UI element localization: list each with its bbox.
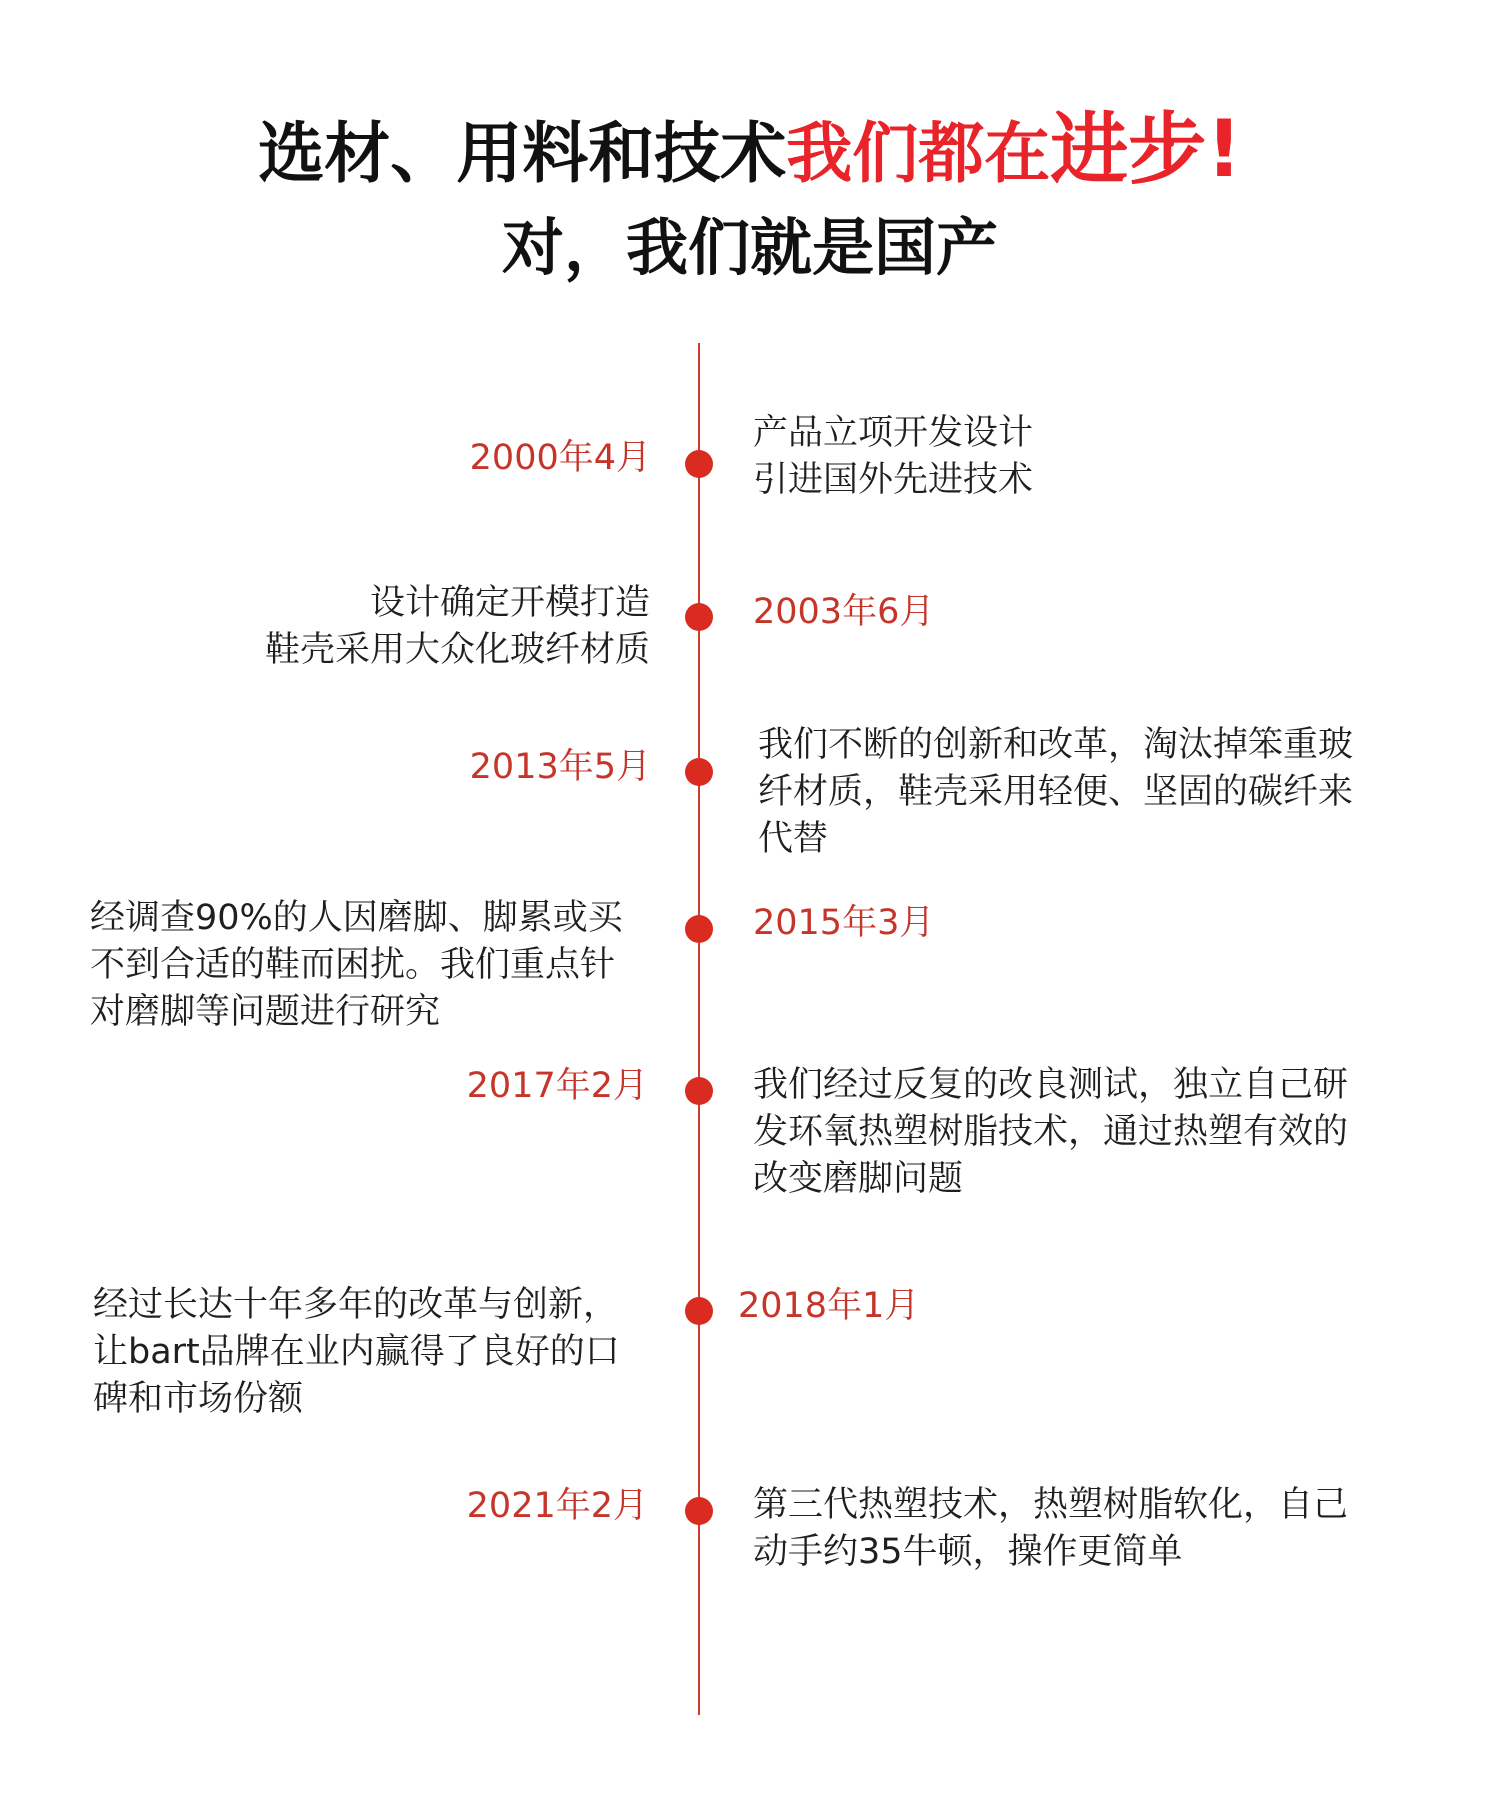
timeline-date: 2018年1月 bbox=[738, 1286, 920, 1326]
title-red-part: 我们都在 bbox=[786, 115, 1051, 192]
timeline-description bbox=[753, 410, 1033, 504]
description-line: 对磨脚等问题进行研究 bbox=[90, 992, 441, 1032]
timeline-date: 2013年5月 bbox=[469, 747, 651, 787]
description-line: 我们不断的创新和改革，淘汰掉笨重玻 bbox=[758, 725, 1354, 765]
description-line: 让bart品牌在业内赢得了良好的口 bbox=[93, 1332, 620, 1372]
timeline-date: 2003年6月 bbox=[753, 592, 935, 632]
timeline-date: 2021年2月 bbox=[466, 1486, 648, 1526]
description-line: 碑和市场份额 bbox=[93, 1379, 304, 1419]
timeline-date: 2017年2月 bbox=[466, 1066, 648, 1106]
description-line: 引进国外先进技术 bbox=[753, 460, 1034, 500]
description-line: 我们经过反复的改良测试，独立自己研 bbox=[753, 1065, 1349, 1105]
description-line: 代替 bbox=[758, 819, 829, 859]
timeline-dot bbox=[685, 603, 713, 631]
description-line: 经过长达十年多年的改革与创新， bbox=[93, 1285, 619, 1325]
timeline-dot bbox=[685, 915, 713, 943]
description-line: 产品立项开发设计 bbox=[753, 413, 1034, 453]
description-line: 不到合适的鞋而困扰。我们重点针 bbox=[90, 945, 616, 985]
timeline-date: 2000年4月 bbox=[469, 438, 651, 478]
timeline-dot bbox=[685, 450, 713, 478]
timeline-dot bbox=[685, 1077, 713, 1105]
title-red-emphasis: 进步! bbox=[1050, 105, 1242, 195]
timeline-description bbox=[753, 1062, 1348, 1203]
timeline-description bbox=[758, 722, 1353, 863]
description-line: 动手约35牛顿，操作更简单 bbox=[753, 1532, 1183, 1572]
description-line: 经调查90%的人因磨脚、脚累或买 bbox=[90, 898, 623, 938]
description-line: 改变磨脚问题 bbox=[753, 1159, 964, 1199]
description-line: 纤材质，鞋壳采用轻便、坚固的碳纤来 bbox=[758, 772, 1354, 812]
description-line: 鞋壳采用大众化玻纤材质 bbox=[264, 630, 650, 670]
timeline-date: 2015年3月 bbox=[753, 903, 935, 943]
timeline-description bbox=[90, 895, 623, 1036]
page-title bbox=[0, 100, 1500, 204]
timeline-dot bbox=[685, 758, 713, 786]
title-black-part: 选材、用料和技术 bbox=[258, 115, 787, 192]
page-subtitle: 对，我们就是国产 bbox=[501, 211, 998, 284]
timeline-description bbox=[753, 1482, 1348, 1576]
description-line: 发环氧热塑树脂技术，通过热塑有效的 bbox=[753, 1112, 1349, 1152]
description-line: 第三代热塑技术，热塑树脂软化，自己 bbox=[753, 1485, 1349, 1525]
description-line: 设计确定开模打造 bbox=[369, 583, 650, 623]
timeline-dot bbox=[685, 1497, 713, 1525]
timeline-dot bbox=[685, 1297, 713, 1325]
timeline-description bbox=[265, 580, 650, 674]
timeline-description bbox=[93, 1282, 620, 1423]
